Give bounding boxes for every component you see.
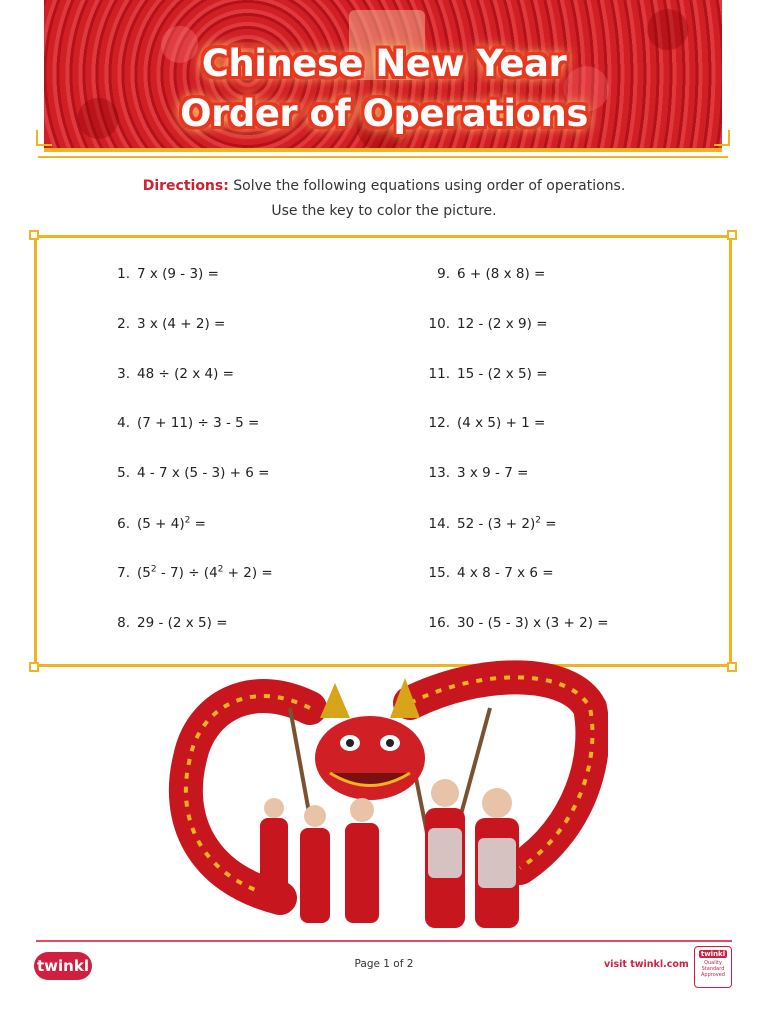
page-title-line1: Chinese New Year <box>201 42 567 85</box>
problem-equation <box>457 366 548 382</box>
equation-text: + 2) = <box>223 565 273 582</box>
problem-item <box>110 615 228 631</box>
problem-number: 8. <box>117 614 130 631</box>
exponent: 2 <box>535 515 541 525</box>
problem-equation <box>137 615 228 631</box>
problem-number: 14. <box>428 515 450 532</box>
visit-link[interactable]: visit twinkl.com <box>604 959 689 970</box>
problem-list <box>37 238 729 664</box>
equation-text: (4 x 5) + 1 = <box>457 415 546 432</box>
problem-equation <box>137 516 206 532</box>
problem-equation <box>457 615 609 631</box>
problem-equation <box>457 565 554 581</box>
problem-item <box>420 415 545 431</box>
exponent: 2 <box>217 564 224 575</box>
equation-text: (5 + 4) <box>137 515 185 532</box>
directions-label: Directions: <box>142 178 229 194</box>
directions-text1: Solve the following equations using order of operations. <box>233 178 626 194</box>
directions-text2: Use the key to color the picture. <box>271 203 497 219</box>
problem-equation <box>137 366 234 382</box>
quality-badge-icon <box>694 946 732 988</box>
twinkl-logo[interactable]: twinkl <box>34 952 92 980</box>
exponent: 2 <box>184 515 191 525</box>
equation-text: 7 x (9 - 3) = <box>137 266 219 282</box>
problem-equation <box>137 465 269 481</box>
page-title-line2: Order of Operations <box>180 92 588 135</box>
problem-item <box>110 515 206 532</box>
directions-line1 <box>0 174 768 199</box>
problem-item <box>110 565 273 582</box>
problem-item <box>420 366 548 382</box>
equation-text: 12 - (2 x 9) = <box>457 315 548 332</box>
problem-number: 11. <box>428 365 450 382</box>
equation-text: 30 - (5 - 3) x (3 + 2) = <box>457 614 609 631</box>
problem-number: 16. <box>428 614 450 631</box>
problem-number: 13. <box>428 465 450 482</box>
equation-text: = <box>190 515 206 532</box>
equation-text: (7 + 11) ÷ 3 - 5 = <box>137 415 260 432</box>
equation-text: 4 - 7 x (5 - 3) + 6 = <box>137 465 270 482</box>
problem-item <box>110 366 234 382</box>
equation-text: 3 x (4 + 2) = <box>137 315 226 332</box>
problem-number: 3. <box>117 365 130 382</box>
problem-item <box>420 316 548 332</box>
equation-text: 6 + (8 x 8) = <box>457 266 546 282</box>
problem-equation <box>137 415 259 431</box>
equation-text: 15 - (2 x 5) = <box>457 365 548 382</box>
problem-equation <box>457 516 557 532</box>
equation-text: - 7) ÷ (4 <box>156 565 218 582</box>
problem-item <box>110 266 219 282</box>
exponent: 2 <box>150 564 157 575</box>
equation-text: 48 ÷ (2 x 4) = <box>137 365 234 382</box>
problem-number: 2. <box>117 315 130 332</box>
problem-item <box>420 266 545 282</box>
problem-number: 15. <box>428 564 450 581</box>
footer-divider <box>36 940 732 942</box>
dragon-dance-illustration <box>160 648 608 938</box>
page-number: Page 1 of 2 <box>354 958 414 970</box>
problem-equation <box>457 465 528 481</box>
problem-item <box>420 515 557 532</box>
badge-title: twinkl <box>700 950 726 958</box>
problem-item <box>420 565 554 581</box>
equation-text: (5 <box>137 565 151 582</box>
equation-text: = <box>540 515 557 532</box>
problem-number: 1. <box>117 266 130 282</box>
problem-equation <box>457 266 545 282</box>
problem-equation <box>137 266 219 282</box>
problem-number: 4. <box>117 415 130 432</box>
problem-equation <box>457 316 548 332</box>
problem-item <box>420 615 609 631</box>
problem-equation <box>137 565 273 581</box>
problem-item <box>110 316 225 332</box>
problem-number: 7. <box>117 565 130 582</box>
problem-equation <box>137 316 225 332</box>
equation-text: 29 - (2 x 5) = <box>137 614 228 631</box>
problem-item <box>420 465 528 481</box>
problem-number: 6. <box>117 515 130 532</box>
badge-text: Quality Standard Approved <box>701 960 725 978</box>
directions <box>0 174 768 224</box>
equation-text: 4 x 8 - 7 x 6 = <box>457 564 554 581</box>
problem-item <box>110 415 259 431</box>
problem-frame <box>34 235 732 667</box>
problem-number: 12. <box>428 415 450 432</box>
problem-equation <box>457 415 545 431</box>
equation-text: 52 - (3 + 2) <box>457 515 536 532</box>
problem-number: 5. <box>117 465 130 482</box>
problem-number: 10. <box>428 315 450 332</box>
equation-text: 3 x 9 - 7 = <box>457 465 529 482</box>
problem-number: 9. <box>437 266 450 282</box>
problem-item <box>110 465 269 481</box>
